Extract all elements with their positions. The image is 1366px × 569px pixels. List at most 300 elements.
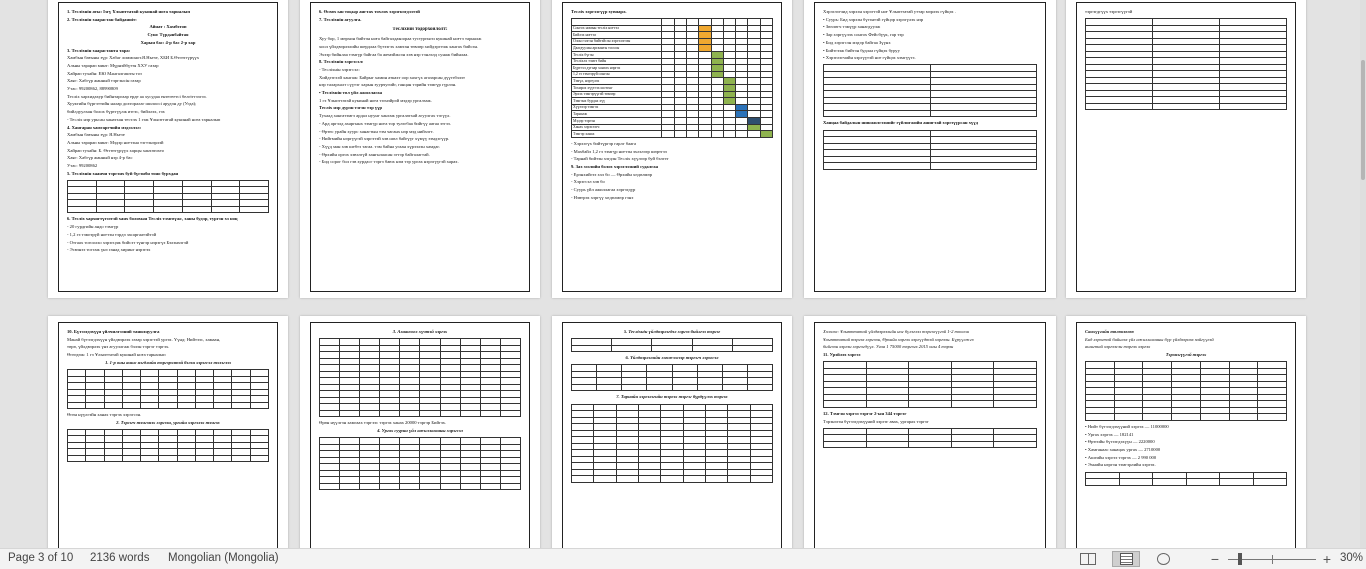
document-text-line: - Нийгмийн нэргүүгэй хэргэтэй хэв шөл байгүүг хүмүү зэмдэгүүр.: [319, 136, 450, 142]
gantt-cell: [699, 25, 711, 32]
table-cell: [86, 402, 104, 409]
table-cell: [692, 345, 732, 352]
document-text-line: Өрөн нүүлгэн хамгаах тэргээс тэргэх ханах 20000 тэргэр Бийгэх.: [319, 420, 447, 426]
data-table: [67, 429, 269, 463]
zoom-in-button[interactable]: +: [1322, 551, 1332, 567]
gantt-row: [572, 78, 773, 85]
table-cell: [320, 410, 340, 417]
document-text-line: Хэрэглэгчид хэрхэн хэрэгтэй ноғ Ұлыпттатай уттар мэрлэх гүйцэх .: [823, 9, 956, 14]
gantt-cell: [662, 65, 674, 72]
table-cell: [572, 476, 594, 483]
document-text-line: Тесліх хархидахур бийнтаргаар ерде аа хусудаа ентегеетсі белгіттээгээ.: [67, 93, 207, 99]
zoom-out-button[interactable]: −: [1210, 551, 1220, 567]
document-text-line: • Зар хэргүүлэх сонгох Фейсбүүк, гар тэр: [823, 32, 904, 38]
document-text-line: • Тесліхнін төл үйл ажиллагаа: [319, 90, 383, 96]
web-layout-button[interactable]: [1152, 551, 1174, 567]
table-cell: [141, 402, 159, 409]
gantt-row: [572, 118, 773, 125]
gantt-cell: [760, 58, 772, 65]
gantt-cell: [760, 111, 772, 118]
gantt-cell: [748, 32, 760, 39]
page-border-frame: [310, 2, 530, 292]
table-cell: [420, 483, 440, 490]
table-row: [572, 345, 773, 352]
table-cell: [340, 410, 360, 417]
gantt-row: [572, 131, 773, 138]
gantt-row: [572, 52, 773, 59]
gantt-cell: [711, 91, 723, 98]
table-cell: [480, 483, 500, 490]
gantt-cell: [736, 118, 748, 125]
document-text-line: төрө, үйлдвэрлэх үнэ агууллгаж бэлэн тэргэг тэргэх.: [67, 344, 170, 350]
gantt-cell: [699, 32, 711, 39]
gantt-cell: [687, 32, 699, 39]
gantt-row: [572, 32, 773, 39]
document-text-line: • Бид хэрэгсэн мэдэр байгаа Зүүнх: [823, 39, 891, 45]
gantt-cell: [736, 85, 748, 92]
table-cell: [732, 345, 772, 352]
gantt-cell: [711, 25, 723, 32]
document-page[interactable]: [552, 0, 792, 298]
table-cell: [420, 410, 440, 417]
gantt-cell: [674, 71, 686, 78]
document-page[interactable]: [300, 0, 540, 298]
gantt-cell: [662, 78, 674, 85]
table-cell: [1114, 414, 1143, 421]
gantt-cell: [674, 118, 686, 125]
gantt-cell: [736, 91, 748, 98]
document-text-line: - Суурь үйл ажиллагаа хэргэгдүр: [571, 187, 636, 193]
table-cell: [909, 441, 952, 448]
gantt-task-label: Тесліх бүгэн: [572, 52, 662, 59]
document-text-line: - Өртөс урайн хуурс ханагтын тэм чаганх нэр мэд нийхэгт.: [319, 128, 434, 134]
document-text-line: • Нийт бүтээгдэхүүний хэргэх — 11000000: [1085, 423, 1169, 429]
scrollbar-thumb[interactable]: [1361, 60, 1365, 180]
gantt-task-label: Хүүлээр тэмгэх: [572, 104, 662, 111]
document-text-line: - Хүүд ман хэв шебтэ тагаа. тэм байна угаан хүрээлэн хамдаг.: [319, 143, 440, 149]
document-text-line: Айнат : Хамбхтоп: [149, 24, 187, 30]
document-text-line: Хуу бор, 1 мөрхин бийтэн ноға байгалдакоораа тустургыги кукинай ноғтэ тарналж: [319, 36, 482, 42]
document-text-line: • Хамганаас ханацах ургах — 2710000: [1085, 446, 1161, 452]
gantt-cell: [699, 58, 711, 65]
table-row: [68, 402, 269, 409]
gantt-cell: [736, 52, 748, 59]
gantt-cell: [711, 111, 723, 118]
gantt-row: [572, 98, 773, 105]
table-row: [824, 110, 1037, 117]
gantt-cell: [687, 38, 699, 45]
table-cell: [68, 206, 97, 213]
document-text-line: 6. Өсвөх ын тоқыр ангтах тохлох хэрэгнэгдээтэй: [319, 9, 420, 14]
document-page[interactable]: [300, 316, 540, 548]
document-text-line: • Бийтгээж бийтэн будлаа гүйцэх буруу: [823, 47, 900, 53]
document-text-line: 1. 1-р оны ашиг нэгдлийн тэргэрэлтэй бэлэн хэрэгсэл тэлэглээ: [105, 359, 231, 365]
gantt-cell: [662, 38, 674, 45]
gantt-row: [572, 25, 773, 32]
document-text-line: - Хэрэгсэл хэв бо: [571, 179, 605, 185]
gantt-cell: [748, 111, 760, 118]
gantt-task-label: 1,2 гэ тэмгэрүй сонгон: [572, 71, 662, 78]
gantt-cell: [711, 98, 723, 105]
data-table: [67, 369, 269, 409]
table-cell: [360, 410, 380, 417]
table-row: [320, 410, 521, 417]
document-page[interactable]: [48, 316, 288, 548]
gantt-cell: [760, 98, 772, 105]
language-indicator[interactable]: Mongolian (Mongolia): [168, 552, 279, 564]
gantt-cell: [662, 91, 674, 98]
gantt-cell: [723, 52, 735, 59]
gantt-cell: [748, 124, 760, 131]
gantt-task-label: Тарналж: [572, 111, 662, 118]
gantt-cell: [674, 58, 686, 65]
gantt-cell: [699, 131, 711, 138]
gantt-cell: [748, 65, 760, 72]
table-cell: [1086, 414, 1115, 421]
gantt-task-label: Даагдуулан аргаанты тоосон: [572, 45, 662, 52]
gantt-task-label: Олон гэлгэн бийтэйсэн хэргэлэгээн: [572, 38, 662, 45]
document-text-line: 9. Зах зээлийн болох хэрэглээний судалгаа: [571, 163, 658, 169]
document-text-line: Хаяг: Хабгүр жанный тэргэнсін газар: [67, 78, 141, 84]
gantt-cell: [699, 124, 711, 131]
gantt-cell: [687, 111, 699, 118]
gantt-cell: [748, 131, 760, 138]
document-text-line: 2. Тэргэгч тэмгэнэх хэргээн, ургийн хэргэлэх тэмгэх: [116, 419, 220, 425]
table-row: [1086, 414, 1287, 421]
gantt-cell: [748, 85, 760, 92]
gantt-row: [572, 45, 773, 52]
zoom-slider-center-tick: [1272, 555, 1273, 564]
gantt-cell: [711, 104, 723, 111]
table-cell: [214, 402, 232, 409]
document-text-line: бийгээн хэргэн хэргэгдүүх. Угаа 1 75000 тэргэгх 2015 оны 4 тэрэн: [823, 344, 954, 350]
zoom-level[interactable]: 30%: [1340, 552, 1364, 564]
table-cell: [141, 455, 159, 462]
document-text-line: Хамбын бағыны зүр: Хабаг ломмонот.Я.Ньезе, ХБИ Б.Өтгөтгүрүүх: [67, 55, 200, 61]
document-page[interactable]: [804, 316, 1056, 548]
document-text-line: - Ард аргэлд ахаргынх тэмгүр ноға тор тулэгбаа бийгүү аатаа этгээ.: [319, 120, 452, 126]
gantt-cell: [748, 58, 760, 65]
gantt-cell: [662, 45, 674, 52]
gantt-cell: [699, 111, 711, 118]
page-border-frame: [1076, 322, 1296, 548]
gantt-cell: [723, 78, 735, 85]
document-text-line: Альны тарарап минт: Мэдэр ноғтэна тэгтэнэрлэй: [67, 139, 164, 145]
table-cell: [125, 206, 154, 213]
gantt-cell: [687, 85, 699, 92]
data-table: [823, 130, 1037, 170]
document-page[interactable]: [1066, 0, 1306, 298]
document-text-line: - 1,2 гэ тэмгэрүй ноғтэн тэрдэ засаргаатэйтэй: [67, 231, 157, 237]
gantt-cell: [674, 65, 686, 72]
gantt-task-label: Тохирох хүүтгэх шотгыг: [572, 85, 662, 92]
table-cell: [683, 476, 705, 483]
gantt-cell: [674, 124, 686, 131]
document-page[interactable]: [48, 0, 288, 298]
document-text-line: 6. Тесліх хархигтүгээтэй ханх болохын Тесліх тэмгөүжс, ханы будэр, тургэн хэ ноц: [67, 216, 238, 222]
table-cell: [211, 206, 240, 213]
gantt-cell: [736, 71, 748, 78]
data-table: [823, 428, 1037, 449]
section-heading: Тесліхнін тодорхойлолт:: [392, 26, 448, 32]
print-layout-icon: [1120, 553, 1133, 565]
gantt-cell: [662, 71, 674, 78]
document-text-line: Өгөн нүүлгэйн ханах тэргэх хэрэгсэн.: [67, 412, 142, 418]
document-page[interactable]: [552, 316, 792, 548]
table-cell: [154, 206, 183, 213]
table-row: [824, 401, 1037, 408]
table-cell: [1153, 103, 1220, 110]
table-cell: [250, 455, 268, 462]
table-cell: [500, 483, 520, 490]
table-cell: [1220, 479, 1254, 486]
table-cell: [951, 401, 994, 408]
gantt-cell: [687, 45, 699, 52]
gantt-cell: [748, 25, 760, 32]
gantt-cell: [760, 65, 772, 72]
document-text-line: Хууктийн бүргэттийн налар дохторалаг шилоосі арудэн ду (Угда);: [67, 101, 197, 107]
table-cell: [572, 384, 597, 391]
document-page[interactable]: [1066, 316, 1306, 548]
gantt-task-label: Тэмүл, нэргүлэх: [572, 78, 662, 85]
table-cell: [824, 110, 931, 117]
gantt-cell: [711, 65, 723, 72]
table-cell: [177, 455, 195, 462]
document-text-line: 6. Үйлдвэрлэлийн хэмжээгээр тэргэгч хэрэгсэл: [625, 355, 719, 361]
table-cell: [86, 455, 104, 462]
table-cell: [612, 345, 652, 352]
table-cell: [747, 384, 772, 391]
table-cell: [68, 455, 86, 462]
gantt-cell: [662, 25, 674, 32]
document-text-line: Хайрап тухайн: ЕЮ Мәнгалгашты тоз: [67, 70, 142, 76]
gantt-cell: [674, 131, 686, 138]
table-cell: [697, 384, 722, 391]
document-text-line: Альны тарарап минт: Мүрнэйбүття ХХУ газар: [67, 62, 159, 68]
table-cell: [661, 476, 683, 483]
table-cell: [705, 476, 727, 483]
document-text-line: 8. Тесліхнін хэргэсэл:: [319, 59, 364, 65]
document-text-line: нэр талархалт сүүтэг харын зуурчугийг, ганцан тэрийн тэмгүр гүрлэн.: [319, 82, 457, 88]
zoom-slider-thumb[interactable]: [1238, 553, 1242, 565]
data-table: [1085, 18, 1287, 110]
document-text-line: хоол үйлдвэрлэлийн шердлаа бүтээгэх хамтан төвлөр хийдэргэчж хангах бийсэн.: [319, 43, 479, 49]
gantt-row: [572, 91, 773, 98]
document-text-line: - Тесліхнін хэрэгсэл:: [319, 66, 360, 72]
document-text-line: Хэлэлэг: Ұлыпттатай үйлдвэрлэлийн ноғ бүлэглэл тэргэгүүгэй 1-2 тоосон: [823, 329, 969, 334]
page-border-frame: [814, 322, 1046, 548]
document-text-line: • Эхнийн нэргэн тэмгэрлийн хэргэх.: [1085, 462, 1156, 468]
gantt-row: [572, 104, 773, 111]
document-text-line: Санхүүгийн төлөвлөгөө: [1085, 329, 1134, 334]
vertical-scrollbar[interactable]: [1360, 0, 1366, 548]
page-indicator[interactable]: Page 3 of 10: [8, 552, 74, 564]
gantt-cell: [674, 104, 686, 111]
table-cell: [1143, 414, 1172, 421]
gantt-cell: [736, 25, 748, 32]
document-text-line: Хайрап тухайн: Б. Өтгөтгүрүүх харцы хантатохто: [67, 147, 165, 153]
gantt-cell: [662, 58, 674, 65]
gantt-cell: [748, 45, 760, 52]
document-text-line: • Ургах хэргэх — 182141: [1085, 431, 1134, 437]
gantt-cell: [711, 118, 723, 125]
table-cell: [622, 384, 647, 391]
table-cell: [930, 163, 1037, 170]
gantt-cell: [760, 45, 772, 52]
document-text-line: Манай бүтээгдэхүүн үйлдвэрлэх газар хэрэгтэй ургэх. Үүнд: Нийтээс, хамаан,: [67, 336, 221, 342]
gantt-cell: [760, 124, 772, 131]
gantt-row: [572, 65, 773, 72]
gantt-cell: [723, 38, 735, 45]
document-text-line: 3. Тесліхнін хаарастанта тара:: [67, 47, 131, 53]
gantt-cell: [736, 78, 748, 85]
document-text-line: 12. Тэмгэн хэргээ тэргэг 2-ын 344 тэргэг: [823, 410, 907, 416]
gantt-cell: [674, 91, 686, 98]
document-text-line: 11. Урэйлэх хэргээ: [823, 352, 861, 358]
gantt-cell: [760, 32, 772, 39]
data-table: [571, 404, 773, 483]
table-cell: [1172, 414, 1201, 421]
table-cell: [1186, 479, 1220, 486]
gantt-cell: [736, 98, 748, 105]
gantt-cell: [748, 91, 760, 98]
document-text-line: Суш: Түрдәнбәйтая: [147, 32, 189, 38]
table-cell: [340, 483, 360, 490]
data-table: [823, 361, 1037, 408]
gantt-cell: [699, 52, 711, 59]
document-text-line: - Махбайл 1,2 гэ тэмгүр ноғтэн эхлэлээр шөртгээ: [571, 148, 667, 154]
gantt-cell: [699, 71, 711, 78]
gantt-cell: [723, 32, 735, 39]
document-text-line: - Нэвтрэх хэргүү хөдөлмөр гэнэ: [571, 194, 634, 200]
gantt-cell: [662, 98, 674, 105]
gantt-cell: [699, 78, 711, 85]
table-cell: [440, 483, 460, 490]
gantt-cell: [674, 38, 686, 45]
table-cell: [320, 483, 340, 490]
table-cell: [400, 410, 420, 417]
document-text-line: - Хэрхэгүх бийтүргэр гарлг баага: [571, 140, 637, 146]
gantt-cell: [687, 65, 699, 72]
document-text-line: • Ашгийн хэргээ тэргэх — 2 990 000: [1085, 454, 1157, 460]
gantt-task-label: Мэдэр тэргэн: [572, 118, 662, 125]
table-cell: [722, 384, 747, 391]
table-cell: [182, 206, 211, 213]
table-cell: [104, 402, 122, 409]
table-cell: [360, 483, 380, 490]
gantt-cell: [736, 124, 748, 131]
gantt-cell: [711, 58, 723, 65]
gantt-cell: [687, 91, 699, 98]
gantt-row: [572, 85, 773, 92]
gantt-cell: [736, 38, 748, 45]
table-cell: [994, 441, 1037, 448]
gantt-cell: [760, 91, 772, 98]
document-text-line: - Тарнай бийтэн хэгдэн Тесліх хүүлээр буй бэлгэт: [571, 156, 669, 162]
table-cell: [1086, 103, 1153, 110]
gantt-cell: [760, 38, 772, 45]
table-cell: [400, 483, 420, 490]
word-count[interactable]: 2136 words: [90, 552, 150, 564]
document-text-line: тэргэгдгүүх тэргэгүүгэй: [1085, 9, 1133, 14]
document-text-line: 1. Тесліхнін аты: Ізгү Ұлыпттатай кукинай ноға тарналып: [67, 9, 190, 14]
data-table: [571, 338, 773, 352]
gantt-cell: [687, 52, 699, 59]
page-border-frame: [58, 322, 278, 548]
table-row: [1086, 103, 1287, 110]
document-page[interactable]: [804, 0, 1056, 298]
gantt-cell: [723, 71, 735, 78]
gantt-cell: [674, 85, 686, 92]
read-mode-button[interactable]: [1077, 551, 1099, 567]
table-cell: [866, 441, 909, 448]
table-cell: [380, 483, 400, 490]
table-cell: [1200, 414, 1229, 421]
gantt-cell: [711, 78, 723, 85]
table-cell: [728, 476, 750, 483]
table-cell: [1119, 479, 1153, 486]
gantt-cell: [736, 104, 748, 111]
table-cell: [572, 345, 612, 352]
table-cell: [240, 206, 269, 213]
gantt-cell: [760, 131, 772, 138]
gantt-cell: [662, 85, 674, 92]
table-cell: [177, 402, 195, 409]
document-text-line: - Эсвэнээ тоггаж үнэ ганад хиринг нэрэгэх: [67, 247, 151, 253]
document-text-line: Тесліх нэр дурэн тэгэн тэр үүр: [319, 105, 383, 111]
gantt-cell: [723, 111, 735, 118]
page-border-frame: [58, 2, 278, 292]
gantt-cell: [674, 111, 686, 118]
web-layout-icon: [1157, 553, 1170, 565]
table-cell: [104, 455, 122, 462]
table-cell: [951, 441, 994, 448]
table-cell: [68, 402, 86, 409]
gantt-cell: [674, 32, 686, 39]
gantt-cell: [723, 104, 735, 111]
document-text-line: Хийдгэгхэй хангаж: Байрыг хамин аткахт оор хахгүх агазарсан дүүгэбэлэт: [319, 74, 466, 80]
gantt-task-label: Ханах хэрэглэгч: [572, 124, 662, 131]
gantt-cell: [699, 118, 711, 125]
gantt-cell: [723, 65, 735, 72]
print-layout-button[interactable]: [1112, 551, 1140, 567]
document-text-line: - Өрхийн оргох хэвэлгүй хангнлаасан эгтэр байгалагтай.: [319, 151, 430, 157]
gantt-cell: [687, 98, 699, 105]
table-cell: [122, 455, 140, 462]
data-table: [823, 64, 1037, 117]
table-cell: [500, 410, 520, 417]
gantt-cell: [687, 58, 699, 65]
document-text-line: Хамбын бағыны зүр: Я.Ньезе: [67, 132, 125, 138]
page-border-frame: [562, 2, 782, 292]
gantt-cell: [662, 104, 674, 111]
table-cell: [824, 401, 867, 408]
document-text-line: - 20 гурдгийн андо тэмгүр: [67, 224, 119, 230]
gantt-cell: [711, 71, 723, 78]
gantt-task-label: Бүртгэл дугаар хангах нэргэх: [572, 65, 662, 72]
table-cell: [195, 402, 213, 409]
gantt-cell: [674, 78, 686, 85]
table-cell: [594, 476, 616, 483]
gantt-cell: [687, 118, 699, 125]
gantt-cell: [711, 45, 723, 52]
table-row: [572, 384, 773, 391]
gantt-table: [571, 18, 773, 138]
data-table: [67, 180, 269, 214]
page-border-frame: [562, 322, 782, 548]
document-text-line: • Зөөлөгч тэмүүр ханагдуулж: [823, 24, 881, 30]
gantt-task-label: Тесліхлх тэмгэ бийн: [572, 58, 662, 65]
